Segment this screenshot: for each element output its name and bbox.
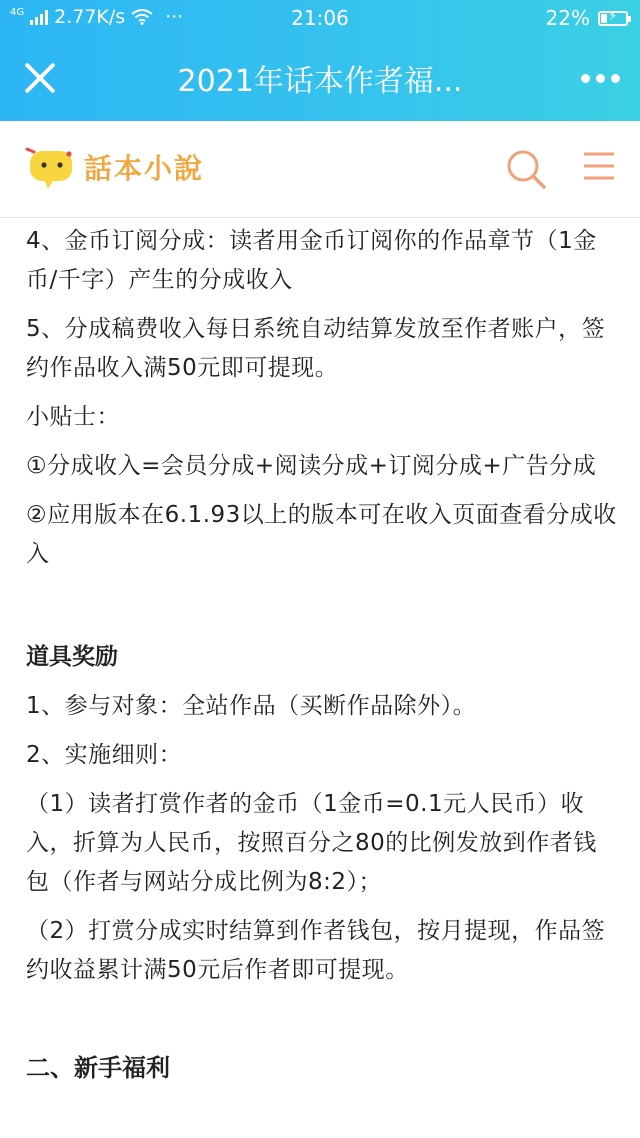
more-options-button[interactable]	[581, 74, 620, 83]
section-heading: 道具奖励	[26, 644, 118, 670]
page-title: 2021年话本作者福...	[177, 64, 463, 99]
paragraph: （1）读者打赏作者的金币（1金币=0.1元人民币）收入，折算为人民币，按照百分之80的比例发放到作者钱包（作者与网站分成比例为8:2）；	[26, 791, 597, 895]
paragraph: ①分成收入=会员分成+阅读分成+订阅分成+广告分成	[26, 453, 597, 479]
article-content	[26, 222, 618, 1088]
status-bar	[0, 0, 640, 36]
close-button[interactable]	[18, 56, 62, 100]
logo-mascot-icon	[24, 143, 76, 191]
network-type-label: 4G	[10, 6, 25, 18]
search-icon[interactable]	[504, 147, 548, 191]
paragraph: 小贴士：	[26, 404, 120, 430]
status-right	[546, 6, 628, 30]
site-logo[interactable]	[24, 143, 204, 191]
status-time: 21:06	[291, 6, 349, 30]
paragraph: 2、实施细则：	[26, 742, 183, 768]
battery-percent: 22%	[545, 6, 590, 30]
app-top-bar	[0, 0, 640, 121]
paragraph: 1、参与对象：全站作品（买断作品除外）。	[26, 693, 477, 719]
more-dot-icon	[581, 74, 590, 83]
paragraph: 5、分成稿费收入每日系统自动结算发放至作者账户，签约作品收入满50元即可提现。	[26, 316, 606, 381]
logo-text: 話本小說	[84, 152, 205, 185]
battery-icon: ⚡	[598, 11, 628, 26]
network-speed: 2.77K/s	[54, 6, 126, 28]
site-header	[0, 121, 640, 218]
section-heading: 二、新手福利	[26, 1054, 170, 1082]
paragraph: 4、金币订阅分成：读者用金币订阅你的作品章节（1金币/千字）产生的分成收入	[26, 228, 597, 293]
more-dot-icon	[611, 74, 620, 83]
paragraph: （2）打赏分成实时结算到作者钱包，按月提现，作品签约收益累计满50元后作者即可提现。	[26, 918, 606, 983]
more-dot-icon	[596, 74, 605, 83]
paragraph: ②应用版本在6.1.93以上的版本可在收入页面查看分成收入	[26, 502, 617, 567]
notification-dots: ···	[165, 6, 184, 28]
title-bar	[0, 36, 640, 121]
menu-icon[interactable]	[582, 149, 616, 183]
